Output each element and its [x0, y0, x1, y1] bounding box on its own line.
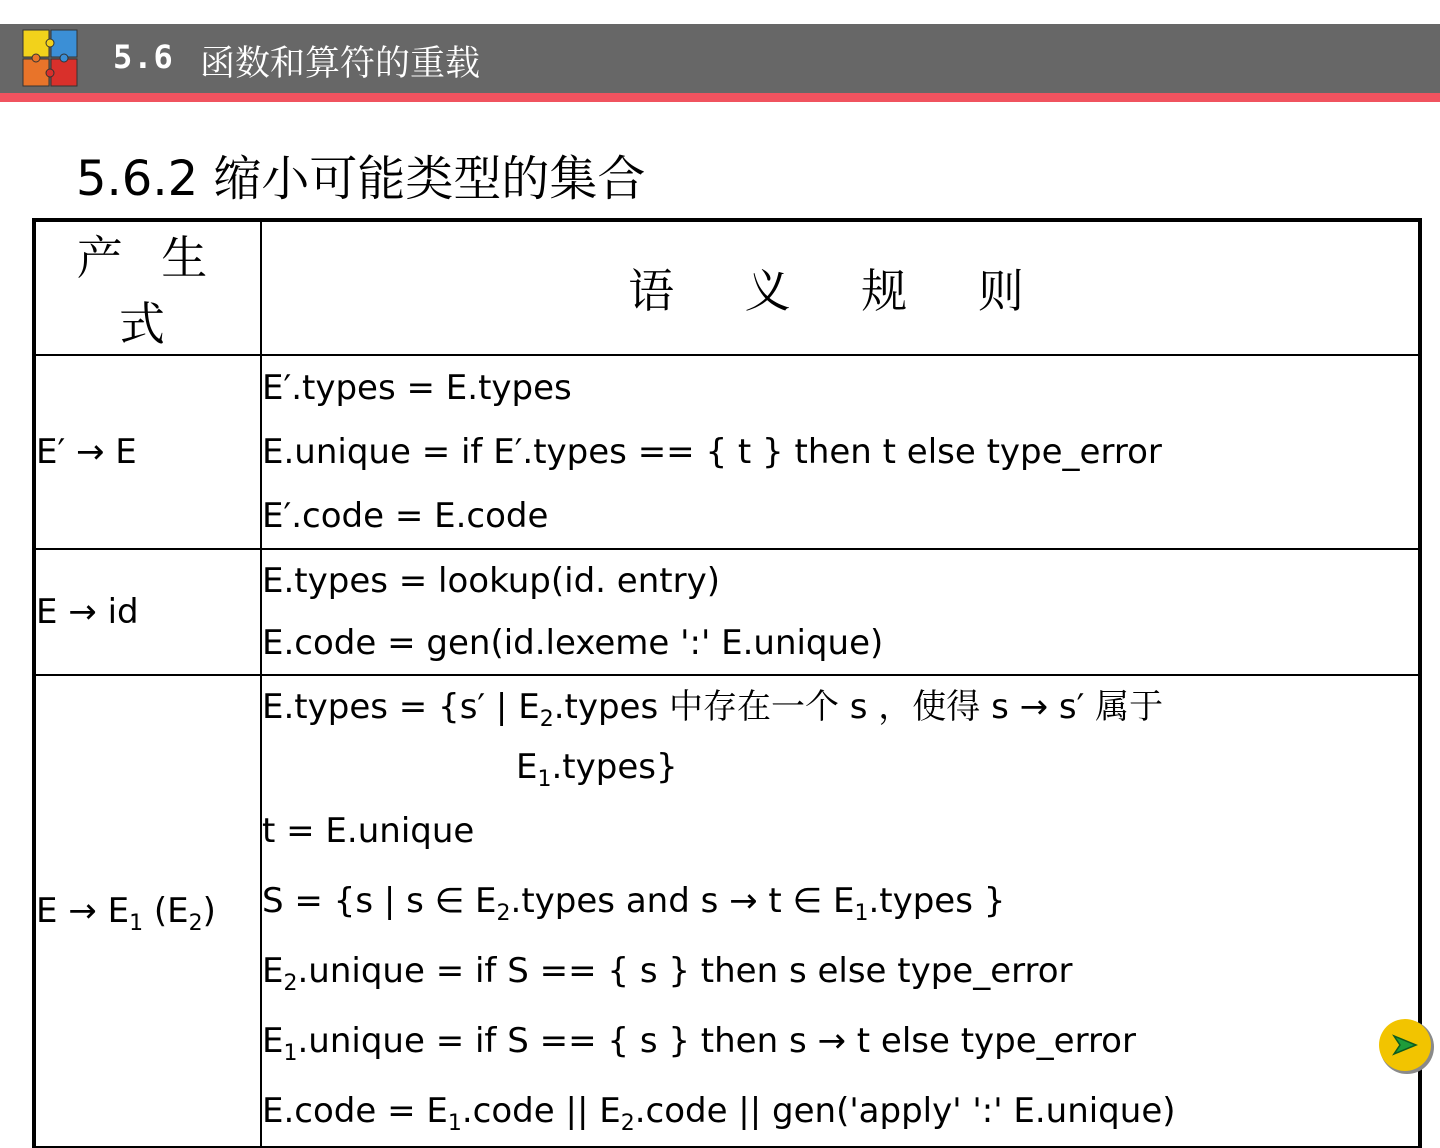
semantic-rules-cell	[261, 355, 1420, 549]
header-accent-line	[0, 93, 1440, 102]
table-header-row	[34, 220, 1420, 355]
slide-title: 5.6.2 缩小可能类型的集合	[76, 151, 646, 207]
table-row	[34, 549, 1420, 675]
semantic-rules-cell	[261, 675, 1420, 1147]
rule-line: E.types = {s′ | $E_2.types$ 中存在一个 s ，使得 s → s′ 属于	[262, 687, 1164, 732]
rule-line: E.code = gen(id.lexeme ':' E.unique)	[262, 623, 884, 663]
rule-line: $E_1.unique$ = if S == { s } then s → t else type_error	[262, 1021, 1136, 1066]
rule-line-continuation: $E_1.types$}	[516, 747, 678, 792]
production-cell: E′ → E	[34, 355, 261, 549]
column-header-production: 产 生 式	[34, 220, 261, 355]
puzzle-logo-icon	[22, 29, 78, 87]
rule-line: S = {s | s ∈ $E_2.types$ and s → t ∈ $E_1.types$ }	[262, 881, 1006, 926]
production-cell: $E \to E_1$ $(E_2)$	[34, 675, 261, 1147]
rule-line: E′.types = E.types	[262, 368, 572, 408]
table-row	[34, 675, 1420, 1147]
section-number: 5.6	[113, 38, 174, 76]
table-row	[34, 355, 1420, 549]
column-header-semantic-rules: 语 义 规 则	[261, 220, 1420, 355]
rule-line: E.types = lookup(id. entry)	[262, 561, 720, 601]
rule-line: t = E.unique	[262, 811, 475, 851]
rule-line: $E_2.unique$ = if S == { s } then s else type_error	[262, 951, 1073, 996]
rule-line: E.code = $E_1.code$ || $E_2.code$ || gen('apply' ':' E.unique)	[262, 1091, 1176, 1136]
rule-line: E.unique = if E′.types == { t } then t else type_error	[262, 432, 1162, 472]
section-title: 函数和算符的重载	[200, 44, 481, 84]
production-cell: E → id	[34, 549, 261, 675]
next-arrow-icon[interactable]	[1376, 1016, 1436, 1076]
semantic-rules-cell	[261, 549, 1420, 675]
semantic-rules-table	[32, 218, 1422, 1148]
rule-line: E′.code = E.code	[262, 496, 549, 536]
